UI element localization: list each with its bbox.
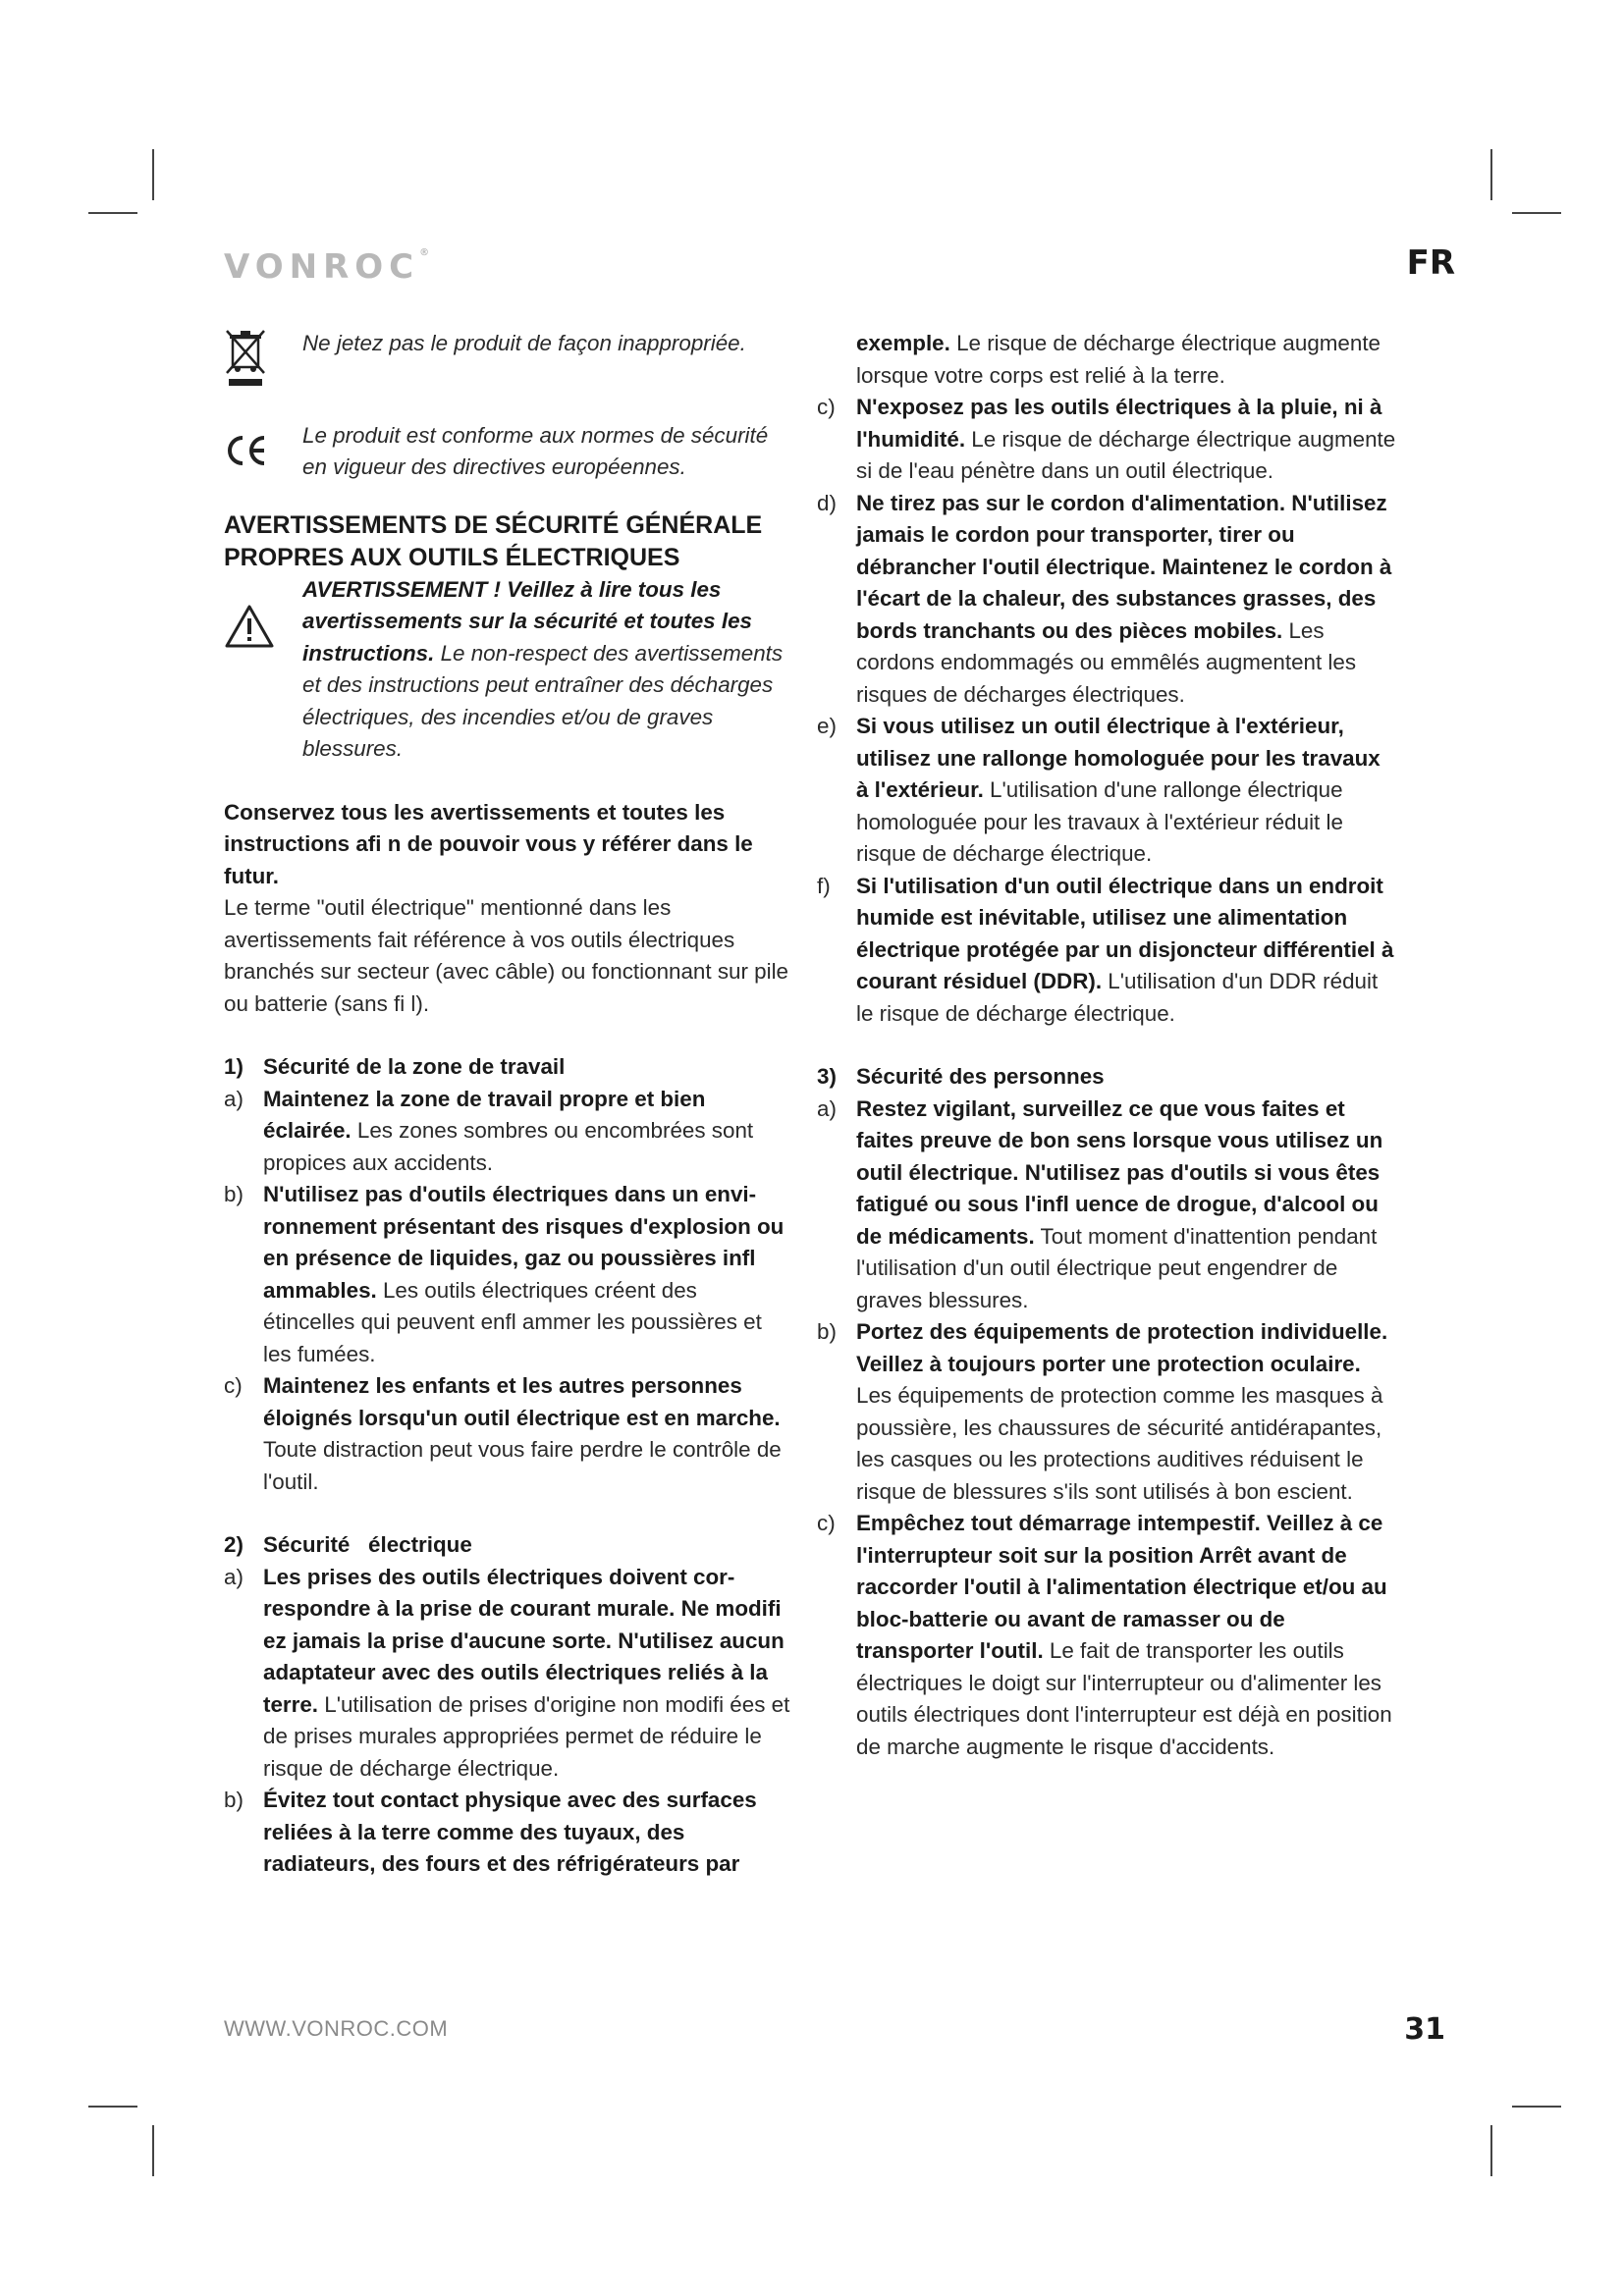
brand-name: VONROC — [224, 247, 420, 287]
list-item — [817, 711, 1396, 871]
term-definition: Le terme "outil électrique" mentionné dans les avertissements fait référence à vos outils électriques branchés sur secteur (avec câble) ou fonctionnant sur pile ou batterie (sans fi l). — [224, 895, 789, 1016]
right-column — [817, 328, 1396, 1763]
crop-mark — [1490, 2125, 1492, 2176]
list-item — [817, 392, 1396, 488]
crop-mark — [1512, 2106, 1561, 2108]
general-warning-block — [224, 574, 793, 766]
crop-mark — [1490, 149, 1492, 200]
item-text: Tout moment d'inattention pendant l'utilisation d'un outil électrique peut engendrer de graves blessures. — [856, 1223, 1378, 1312]
item-label: e) — [817, 714, 837, 738]
crop-mark — [1512, 212, 1561, 214]
crop-mark — [88, 2106, 137, 2108]
item-text: Les zones sombres ou encombrées sont propices aux accidents. — [263, 1118, 754, 1175]
ce-note-text: Le produit est conforme aux normes de sécurité en vigueur des directives européennes. — [302, 422, 769, 479]
item-text: Le risque de décharge électrique augmente lorsque votre corps est relié à la terre. — [856, 331, 1381, 388]
item-bold: Si l'utilisation d'un outil électrique dans un endroit humide est inévitable, utilisez une alimentation électrique protégée par un disjoncteur différentiel à courant résiduel (DDR). — [856, 873, 1394, 993]
item-label: a) — [224, 1086, 244, 1111]
list-item — [817, 871, 1396, 1031]
ce-mark-icon — [224, 420, 302, 477]
ce-note — [224, 420, 793, 484]
item-text: L'utilisation d'un DDR réduit le risque de décharge électrique. — [856, 969, 1379, 1026]
footer-url: WWW.VONROC.COM — [224, 2016, 449, 2041]
list-item-continuation — [817, 328, 1396, 392]
general-warnings-title: AVERTISSEMENTS DE SÉCURITÉ GÉNÉRALE PROPRES AUX OUTILS ÉLECTRIQUES — [224, 510, 763, 571]
item-bold: N'exposez pas les outils électriques à la pluie, ni à l'humidité. — [856, 395, 1382, 452]
item-text: Le fait de transporter les outils électriques le doigt sur l'interrupteur ou d'alimenter les outils électriques dont l'interrupteur est déjà en position de marche augmente le risque d'accidents. — [856, 1638, 1392, 1759]
item-label: b) — [224, 1788, 244, 1812]
list-item — [817, 488, 1396, 712]
item-label: a) — [817, 1095, 837, 1121]
warning-triangle-icon — [224, 574, 302, 659]
item-label: f) — [817, 873, 831, 898]
item-bold: Évitez tout contact physique avec des surfaces reliées à la terre comme des tuyaux, des radiateurs, des fours et des réfrigérateurs par — [263, 1788, 757, 1876]
item-label: b) — [224, 1182, 244, 1206]
left-column — [224, 328, 793, 1881]
item-text: Toute distraction peut vous faire perdre le contrôle de l'outil. — [263, 1437, 782, 1494]
item-text: Les équipements de protection comme les masques à poussière, les chaussures de sécurité antidérapantes, les casques ou les protections auditives réduisent le risque de blessures s'ils sont utilisés à bon escient. — [856, 1383, 1383, 1504]
item-text: Les cordons endommagés ou emmêlés augmentent les risques de décharges électriques. — [856, 617, 1357, 707]
item-label: b) — [817, 1319, 837, 1344]
warning-body: Le non-respect des avertissements et des instructions peut entraîner des décharges électriques, des incendies et/ou de graves blessures. — [302, 640, 784, 761]
item-bold: Maintenez la zone de travail propre et bien éclairée. — [263, 1086, 706, 1143]
language-code: FR — [1406, 243, 1455, 283]
section-work-area-title — [224, 1051, 793, 1084]
section-personal-title — [817, 1061, 1396, 1094]
item-text: L'utilisation d'une rallonge électrique homologuée pour les travaux à l'extérieur réduit le risque de décharge électrique. — [856, 777, 1343, 866]
warning-text — [302, 574, 793, 766]
item-text: L'utilisation de prises d'origine non modifi ées et de prises murales appropriées permet de réduire le risque de décharge électrique. — [263, 1691, 790, 1781]
item-bold: Empêchez tout démarrage intempestif. Veillez à ce l'interrupteur soit sur la position Arrêt avant de raccorder l'outil à l'alimentation électrique et/ou au bloc-batterie ou avant de ramasser ou de transporter l'outil. — [856, 1511, 1387, 1663]
section-title: Sécurité de la zone de travail — [263, 1054, 566, 1079]
item-bold: N'utilisez pas d'outils électriques dans un environnement présentant des risques d'explosion ou en présence de liquides, gaz ou poussières infl ammables. — [263, 1182, 785, 1303]
section-title: Sécurité électrique — [263, 1532, 472, 1557]
item-bold: Les prises des outils électriques doivent correspondre à la prise de courant murale. Ne modifi ez jamais la prise d'aucune sorte. N'utilisez aucun adaptateur avec des outils électriques reliés à la terre. — [263, 1564, 785, 1717]
keep-instructions: Conservez tous les avertissements et toutes les instructions afi n de pouvoir vous y référer dans le futur. — [224, 799, 753, 888]
warning-bold: AVERTISSEMENT ! Veillez à lire tous les avertissements sur la sécurité et toutes les instructions. — [302, 576, 752, 666]
section-number: 2) — [224, 1532, 244, 1557]
page-number: 31 — [1404, 2012, 1445, 2047]
item-bold: Portez des équipements de protection individuelle. Veillez à toujours porter une protection oculaire. — [856, 1319, 1388, 1376]
item-text: Le risque de décharge électrique augmente si de l'eau pénètre dans un outil électrique. — [856, 426, 1396, 483]
section-title: Sécurité des personnes — [856, 1064, 1105, 1089]
item-label: d) — [817, 490, 837, 515]
trademark-symbol: ® — [419, 247, 430, 258]
crossed-bin-icon — [224, 328, 302, 399]
item-bold: Restez vigilant, surveillez ce que vous faites et faites preuve de bon sens lorsque vous utilisez un outil électrique. N'utilisez pas d'outils si vous êtes fatigué ou sous l'infl uence de drogue, d'alcool ou de médicaments. — [856, 1095, 1383, 1249]
brand-logo — [224, 247, 429, 287]
crop-mark — [152, 2125, 154, 2176]
item-text: Les outils électriques créent des étincelles qui peuvent enfl ammer les poussières et les fumées. — [263, 1277, 762, 1366]
item-label: c) — [817, 395, 836, 419]
item-label: c) — [817, 1511, 836, 1535]
list-item — [817, 1316, 1396, 1508]
item-bold: Si vous utilisez un outil électrique à l'extérieur, utilisez une rallonge homologuée pour les travaux à l'extérieur. — [856, 714, 1380, 802]
crop-mark — [88, 212, 137, 214]
disposal-note — [224, 328, 793, 399]
item-bold: Ne tirez pas sur le cordon d'alimentation. N'utilisez jamais le cordon pour transporter, tirer ou débrancher l'outil électrique. Maintenez le cordon à l'écart de la chaleur, des substances grasses, des bords tranchants ou des pièces mobiles. — [856, 490, 1392, 643]
item-label: c) — [224, 1373, 243, 1398]
list-item — [817, 1094, 1396, 1317]
disposal-note-text: Ne jetez pas le produit de façon inappropriée. — [302, 331, 746, 355]
item-bold: Maintenez les enfants et les autres personnes éloignés lorsqu'un outil électrique est en marche. — [263, 1373, 781, 1430]
list-item — [224, 1084, 793, 1180]
item-bold: exemple. — [856, 331, 950, 355]
list-item — [224, 1785, 793, 1881]
section-number: 1) — [224, 1054, 244, 1079]
section-electrical-title — [224, 1529, 793, 1562]
list-item — [224, 1370, 793, 1498]
crop-mark — [152, 149, 154, 200]
list-item — [224, 1179, 793, 1370]
list-item — [817, 1508, 1396, 1763]
list-item — [224, 1562, 793, 1786]
item-label: a) — [224, 1564, 244, 1589]
section-number: 3) — [817, 1064, 837, 1089]
